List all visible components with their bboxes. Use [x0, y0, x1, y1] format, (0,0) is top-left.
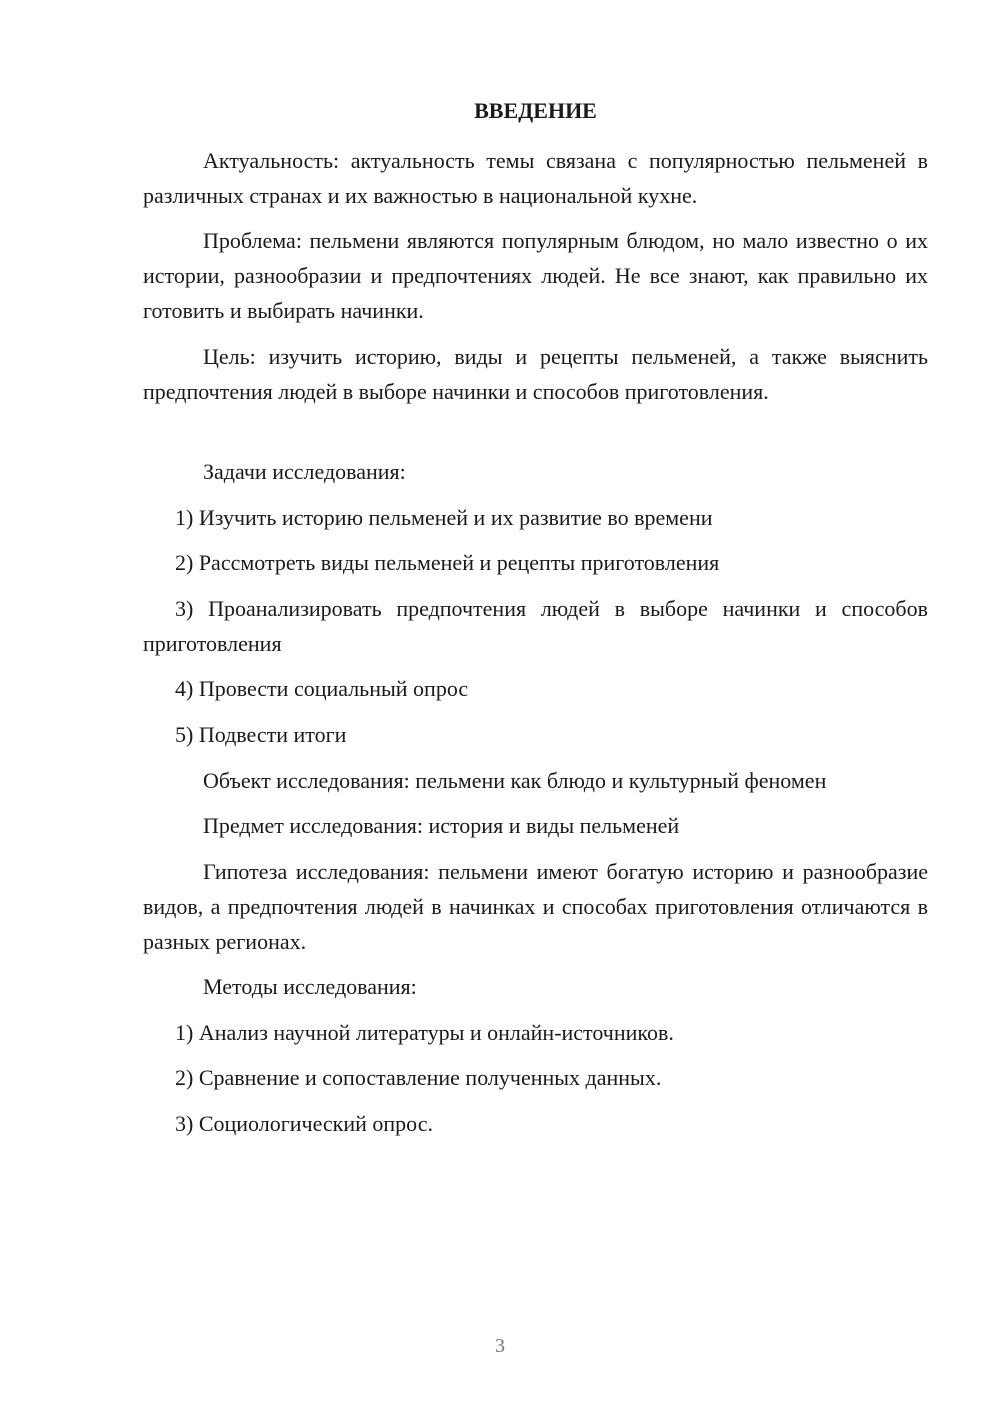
task-item: 3) Проанализировать предпочтения людей в выборе начинки и способов приготовления: [143, 596, 928, 656]
method-item: 2) Сравнение и сопоставление полученных данных.: [175, 1065, 662, 1090]
task-item: 5) Подвести итоги: [175, 722, 347, 747]
relevance-paragraph: Актуальность: актуальность темы связана с популярностью пельменей в различных странах и их важностью в национальной кухне.: [143, 148, 928, 208]
task-item: 1) Изучить историю пельменей и их развитие во времени: [175, 505, 713, 530]
methods-heading: Методы исследования:: [203, 974, 417, 999]
task-item: 2) Рассмотреть виды пельменей и рецепты приготовления: [175, 550, 720, 575]
object-paragraph: Объект исследования: пельмени как блюдо и культурный феномен: [203, 768, 827, 793]
method-item: 3) Социологический опрос.: [175, 1111, 433, 1136]
page-number: 3: [495, 1335, 505, 1357]
task-item: 4) Провести социальный опрос: [175, 676, 469, 701]
tasks-heading: Задачи исследования:: [203, 459, 406, 484]
method-item: 1) Анализ научной литературы и онлайн-источников.: [175, 1020, 674, 1045]
hypothesis-paragraph: Гипотеза исследования: пельмени имеют богатую историю и разнообразие видов, а предпочтения людей в начинках и способах приготовления отличаются в разных регионах.: [143, 859, 928, 954]
section-heading: ВВЕДЕНИЕ: [474, 98, 597, 123]
goal-paragraph: Цель: изучить историю, виды и рецепты пельменей, а также выяснить предпочтения людей в выборе начинки и способов приготовления.: [143, 344, 928, 404]
problem-paragraph: Проблема: пельмени являются популярным блюдом, но мало известно о их истории, разнообразии и предпочтениях людей. Не все знают, как правильно их готовить и выбирать начинки.: [143, 228, 928, 323]
subject-paragraph: Предмет исследования: история и виды пельменей: [203, 813, 680, 838]
